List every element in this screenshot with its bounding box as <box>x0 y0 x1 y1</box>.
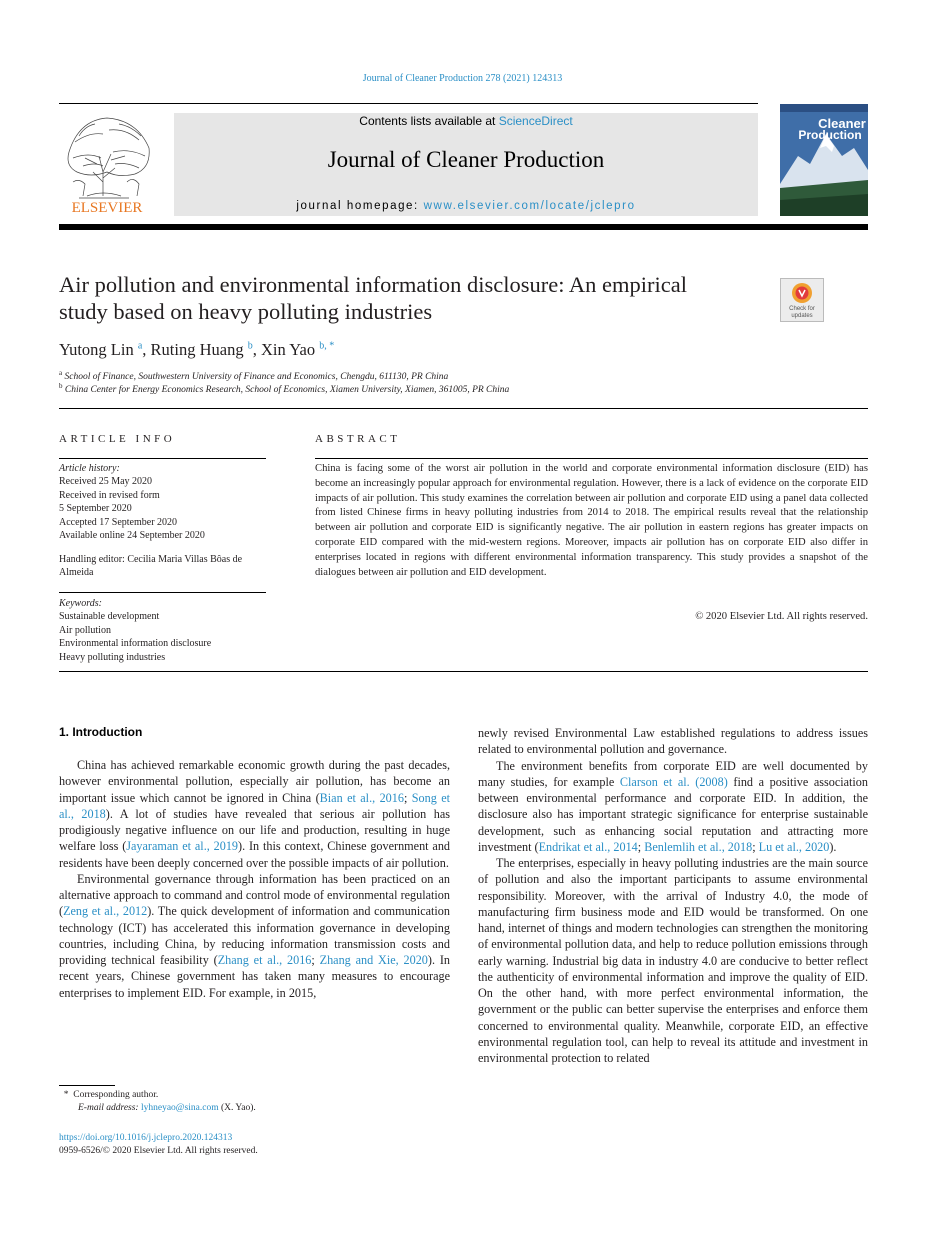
citation-link[interactable]: Zeng et al., 2012 <box>63 904 148 919</box>
author-list: Yutong Lin $^a$, Ruting Huang $^b$, Xin Yao $^{b, *}$ <box>59 340 335 359</box>
header-thick-rule <box>59 224 868 230</box>
header-divider <box>59 103 758 104</box>
svg-text:Cleaner: Cleaner <box>818 116 866 131</box>
journal-cover-image[interactable] <box>780 104 868 216</box>
svg-text:ELSEVIER: ELSEVIER <box>71 200 143 216</box>
citation-link[interactable]: Bian et al., 2016 <box>319 790 404 805</box>
check-for-updates-button[interactable] <box>780 278 824 322</box>
issn-line: 0959-6526/© 2020 Elsevier Ltd. All rights reserved. <box>59 1146 258 1156</box>
keyword: Environmental information disclosure <box>59 638 212 650</box>
abstract-rule <box>315 458 868 459</box>
corresponding-author-note: * Corresponding author. <box>63 1090 159 1100</box>
svg-text:Check for: Check for <box>789 306 815 312</box>
abstract-text: China is facing some of the worst air pollution in the world and corporate environmental information disclosure (EID) has become an increasingly popular approach for environmental regulation. However, there is a lack of evidence on the corporate EID impacts of air pollution. This study examines the correlation between air pollution and corporate EID using a panel data collected from listed Chinese firms in heavy polluting industries from 2014 to 2018. The empirical results reveal that the relationship between air pollution and corporate EID is significantly negative. The air pollution in eastern regions has greater impacts on corporate EID compared with the mid-western regions. Moreover, impacts air pollution has on corporate EID also differ in enterprises located in regions with different environmental information transparency. This study provides a snapshot of the dialogues between air pollution and EID development. <box>315 463 868 578</box>
footnote-rule <box>59 1085 115 1086</box>
section-heading: 1. Introduction <box>59 725 143 739</box>
email-link[interactable]: lyhneyao@sina.com <box>140 1103 219 1113</box>
svg-text:updates: updates <box>791 313 813 319</box>
email-note: E-mail address: lyhneyao@sina.com (X. Yao). <box>78 1103 256 1113</box>
citation-link[interactable]: Zhang and Xie, 2020 <box>319 953 428 967</box>
paragraph: newly revised Environmental Law established regulations to address issues related to environmental pollution and governance. <box>478 726 868 757</box>
paragraph: China has achieved remarkable economic growth during the past decades, however environmental pollution, especially air pollution, has become an important issue which cannot be ignored in China (Bian et al., 2016; Song et al., 2018). A lot of studies have revealed that serious air pollution has prodigiously negative influence on our life and production, resulting in huge welfare loss (Jayaraman et al., 2019). In this context, Chinese government and residents have been deeply concerned over the possible impacts of air pollution. <box>59 758 451 870</box>
keywords-list: Keywords: Sustainable development Air pollution Environmental information disclosure Heavy polluting industries <box>59 597 269 664</box>
check-for-updates-icon <box>780 278 824 322</box>
abstract-copyright: © 2020 Elsevier Ltd. All rights reserved. <box>695 611 868 622</box>
keyword: Sustainable development <box>59 611 160 623</box>
elsevier-tree-icon <box>59 112 155 216</box>
author-affiliation-mark[interactable]: b <box>247 340 253 352</box>
affiliation-divider <box>59 408 868 409</box>
front-matter-divider <box>59 671 868 672</box>
journal-reference[interactable]: Journal of Cleaner Production 278 (2021) 124313 <box>362 73 563 84</box>
paragraph: The environment benefits from corporate EID are well documented by many studies, for example Clarson et al. (2008) find a positive association between environmental performance and corporate EID. In addition, the disclosure also has important strategic significance for enterprise sustainable development, such as enhancing social reputation and attracting more investment (Endrikat et al., 2014; Benlemlih et al., 2018; Lu et al., 2020). <box>478 758 868 854</box>
article-history: Article history: Received 25 May 2020 Received in revised form 5 September 2020 Accepted 17 September 2020 Available online 24 September 2020 <box>59 463 205 542</box>
cover-mountain-icon <box>780 104 868 216</box>
affiliation-b: $^b$ China Center for Energy Economics Research, School of Economics, Xiamen University, Xiamen, 361005, PR China <box>59 382 510 396</box>
affiliation-a: $^a$ School of Finance, Southwestern University of Finance and Economics, Chengdu, 611130, PR China <box>59 369 449 383</box>
right-column <box>478 725 868 1066</box>
sciencedirect-link[interactable]: ScienceDirect <box>498 114 573 128</box>
author-affiliation-mark[interactable]: a <box>137 340 143 352</box>
doi-block <box>59 1132 258 1158</box>
author-name[interactable]: Ruting Huang <box>150 340 244 359</box>
article-title: Air pollution and environmental information disclosure: An empirical study based on heavy polluting industries <box>59 272 687 324</box>
article-info-rule <box>59 458 266 459</box>
homepage-link[interactable]: www.elsevier.com/locate/jclepro <box>423 200 636 212</box>
paragraph: The enterprises, especially in heavy polluting industries are the main source of pollution and also the important participants to assume environmental responsibility. Moreover, with the arrival of Industry 4.0, the mode of manufacturing firm business mode and EID would be transformed. On one hand, internet of things and modern technologies can strengthen the monitoring of environmental pollution data, and help to reduce pollution emissions through early warning. Industrial big data in industry 4.0 are conducive to better reflect the authenticity of environmental information and improve the quality of EID. On the other hand, with more perfect environmental information, the government or the public can better supervise the enterprises and enforce them concerned to environmental quality. Meanwhile, corporate EID, an effective environmental regulation tool, can help to reveal its attitude and investment in environmental protection to related <box>478 856 868 1065</box>
citation-link[interactable]: Endrikat et al., 2014 <box>538 839 638 854</box>
keywords-rule <box>59 592 266 593</box>
paragraph: Environmental governance through information has been practiced on an alternative approach to command and control mode of environmental regulation (Zeng et al., 2012). The quick development of information and communication technology (ICT) has accelerated this information governance in developing countries, including China, by reducing information transmission costs and providing technical feasibility (Zhang et al., 2016; Zhang and Xie, 2020). In recent years, Chinese government has taken many measures to encourage enterprises to implement EID. For example, in 2015, <box>59 871 450 1000</box>
handling-editor: Handling editor: Cecilia Maria Villas Bôas de Almeida <box>59 554 243 579</box>
citation-link[interactable]: Jayaraman et al., 2019 <box>126 839 239 854</box>
citation-link[interactable]: Zhang et al., 2016 <box>217 953 312 967</box>
keyword: Heavy polluting industries <box>59 651 166 663</box>
citation-link[interactable]: Song et al., 2018 <box>59 790 451 821</box>
author-affiliation-mark[interactable]: b, * <box>319 340 335 352</box>
author-name[interactable]: Xin Yao <box>260 340 316 359</box>
abstract-heading: ABSTRACT <box>315 433 401 445</box>
doi-link[interactable]: https://doi.org/10.1016/j.jclepro.2020.124313 <box>59 1133 233 1143</box>
elsevier-logo[interactable] <box>59 112 155 216</box>
contents-line: Contents lists available at ScienceDirect <box>359 114 573 128</box>
journal-homepage: journal homepage: www.elsevier.com/locate/jclepro <box>296 200 636 212</box>
citation-link[interactable]: Lu et al., 2020 <box>758 839 830 854</box>
citation-link[interactable]: Clarson et al. (2008) <box>619 774 728 789</box>
keyword: Air pollution <box>59 624 111 636</box>
article-info-heading: ARTICLE INFO <box>59 433 176 445</box>
citation-link[interactable]: Benlemlih et al., 2018 <box>644 839 753 854</box>
author-name[interactable]: Yutong Lin <box>59 340 134 359</box>
svg-text:Production: Production <box>798 128 862 142</box>
journal-title: Journal of Cleaner Production <box>327 147 605 172</box>
left-column <box>59 757 450 1001</box>
